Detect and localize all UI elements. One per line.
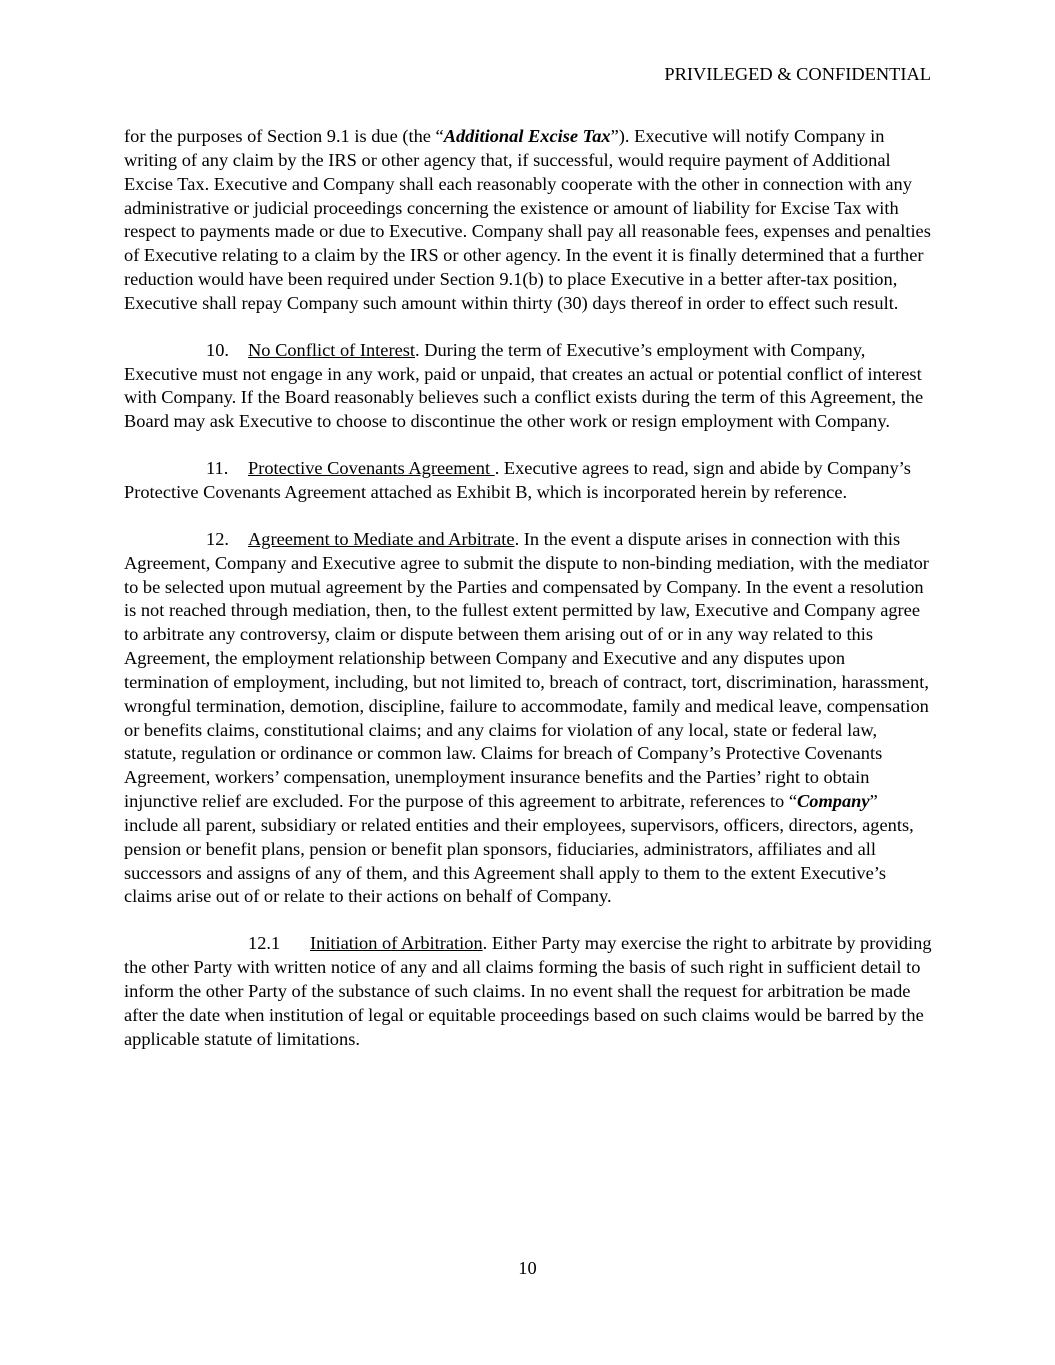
section-text: ” include all parent, subsidiary or related entities and their employees, supervisors, officers, directors, agents, pension or benefit plans, pension or benefit plan sponsors, fiduciaries, administrators, affiliates and all successors and assigns of any of them, and this Agreement shall apply to them to the extent Executive’s claims arise out of or relate to their actions on behalf of Company.: [124, 791, 914, 907]
subsection-text: . Either Party may exercise the right to arbitrate by providing the other Party with written notice of any and all claims forming the basis of such right in sufficient detail to inform the other Party of the substance of such claims. In no event shall the request for arbitration be made after the date when institution of legal or equitable proceedings based on such claims would be barred by the applicable statute of limitations.: [124, 933, 932, 1049]
paragraph-text: ”). Executive will notify Company in writing of any claim by the IRS or other agency that, if successful, would require payment of Additional Excise Tax. Executive and Company shall each reasonably cooperate with the other in connection with any administrative or judicial proceedings concerning the existence or amount of liability for Excise Tax with respect to payments made or due to Executive. Company shall pay all reasonable fees, expenses and penalties of Executive relating to a claim by the IRS or other agency. In the event it is finally determined that a further reduction would have been required under Section 9.1(b) to place Executive in a better after-tax position, Executive shall repay Company such amount within thirty (30) days thereof in order to effect such result.: [124, 126, 931, 313]
section-10: [124, 339, 932, 434]
section-text: . During the term of Executive’s employment with Company, Executive must not engage in any work, paid or unpaid, that creates an actual or potential conflict of interest with Company. If the Board reasonably believes such a conflict exists during the term of this Agreement, the Board may ask Executive to choose to discontinue the other work or resign employment with Company.: [124, 339, 924, 432]
section-number: 12.: [206, 528, 229, 549]
section-text: . In the event a dispute arises in connection with this Agreement, Company and Executive agree to submit the dispute to non-binding mediation, with the mediator to be selected upon mutual agreement by the Parties and compensated by Company. In the event a resolution is not reached through mediation, then, to the fullest extent permitted by law, Executive and Company agree to arbitrate any controversy, claim or dispute between them arising out of or in any way related to this Agreement, the employment relationship between Company and Executive and any disputes upon termination of employment, including, but not limited to, breach of contract, tort, discrimination, harassment, wrongful termination, demotion, discipline, failure to accommodate, family and medical leave, compensation or benefits claims, constitutional claims; and any claims for violation of any local, state or federal law, statute, regulation or ordinance or common law. Claims for breach of Company’s Protective Covenants Agreement, workers’ compensation, unemployment insurance benefits and the Parties’ right to obtain injunctive relief are excluded. For the purpose of this agreement to arbitrate, references to “: [124, 528, 929, 812]
subsection-heading: Initiation of Arbitration: [310, 933, 483, 954]
section-11: [124, 457, 932, 505]
section-heading: Agreement to Mediate and Arbitrate: [248, 528, 515, 549]
section-heading: No Conflict of Interest: [248, 339, 416, 360]
section-text: . Executive agrees to read, sign and abide by Company’s Protective Covenants Agreement attached as Exhibit B, which is incorporated herein by reference.: [124, 458, 911, 502]
subsection-number: 12.1: [248, 933, 281, 954]
section-heading: Protective Covenants Agreement: [248, 458, 495, 479]
paragraph-text: for the purposes of Section 9.1 is due (the “: [124, 126, 444, 146]
document-body: [124, 125, 932, 1075]
section-number: 10.: [206, 339, 229, 360]
defined-term: Company: [797, 791, 870, 812]
section-number: 11.: [206, 458, 229, 479]
page-number: 10: [518, 1258, 537, 1278]
section-12-1: [124, 932, 932, 1051]
defined-term: Additional Excise Tax: [443, 126, 611, 146]
continued-paragraph: [124, 125, 932, 316]
confidentiality-header: PRIVILEGED & CONFIDENTIAL: [664, 64, 931, 84]
section-12: [124, 528, 932, 910]
